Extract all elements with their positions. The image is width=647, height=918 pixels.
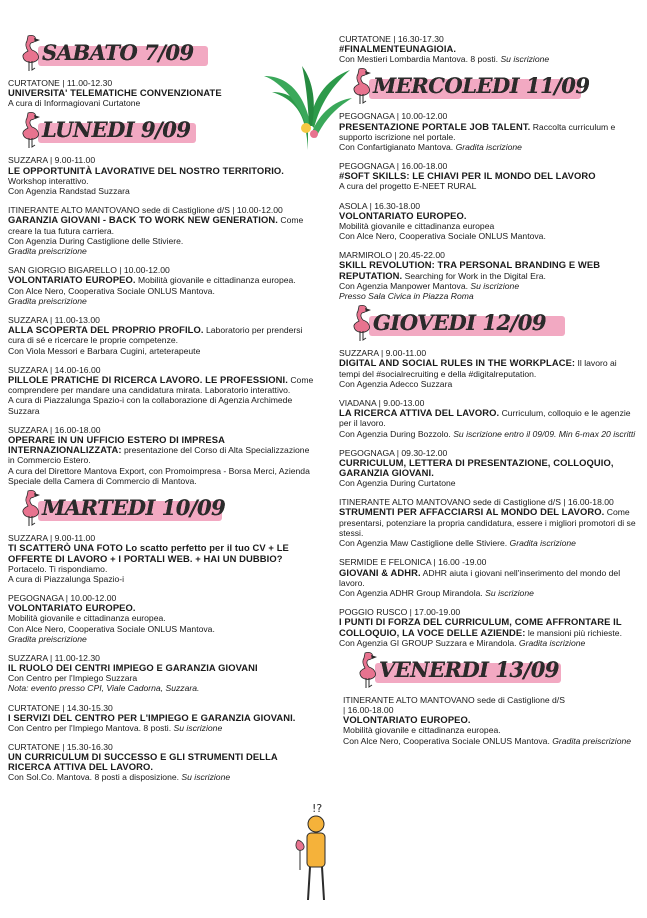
day-title: VENERDI 13/09 [379, 656, 559, 682]
event-item [339, 161, 639, 191]
event-note: Su iscrizione [470, 280, 520, 291]
event-title: LE OPPORTUNITÀ LAVORATIVE DEL NOSTRO TERRITORIO. [8, 164, 284, 176]
event-location-time: PEGOGNAGA | 16.00-18.00 [339, 161, 448, 172]
event-note: Su iscrizione entro il 09/09. Min 6-max 20 iscritti [453, 428, 636, 439]
event-location-time: MARMIROLO | 20.45-22.00 [339, 250, 445, 261]
event-location-time: SUZZARA | 16.00-18.00 [8, 424, 101, 435]
event-item [8, 265, 316, 306]
event-item [8, 533, 316, 584]
event-time: | 16.00-18.00 [343, 705, 394, 716]
event-location-time: ASOLA | 16.30-18.00 [339, 200, 421, 211]
event-item [339, 448, 639, 488]
event-title: STRUMENTI PER AFFACCIARSI AL MONDO DEL LAVORO. [339, 506, 605, 518]
event-title: UN CURRICULUM DI SUCCESSO E GLI STRUMENTI DELLA RICERCA ATTIVA DEL LAVORO. [8, 751, 278, 773]
event-note: Gradita preiscrizione [8, 633, 87, 644]
event-title: VOLONTARIATO EUROPEO. [339, 209, 467, 221]
event-location-time: POGGIO RUSCO | 17.00-19.00 [339, 607, 461, 618]
person-flamingo-illustration [292, 800, 342, 912]
event-location-time: VIADANA | 9.00-13.00 [339, 398, 425, 409]
event-organizer: Con Agenzia During Castiglione delle Stiviere. [8, 235, 184, 246]
event-organizer: Con Alce Nero, Cooperativa Sociale ONLUS Mantova. [343, 735, 550, 746]
event-note: Nota: evento presso CPI, Viale Cadorna, Suzzara. [8, 683, 200, 694]
event-location-time: SUZZARA | 9.00-11.00 [8, 155, 96, 166]
event-organizer: A cura di Piazzalunga Spazio-i [8, 573, 125, 584]
day-title: GIOVEDI 12/09 [373, 310, 546, 336]
event-organizer: A cura di Informagiovani Curtatone [8, 98, 141, 109]
day-title: SABATO 7/09 [42, 40, 194, 65]
event-location-time: PEGOGNAGA | 10.00-12.00 [339, 111, 448, 122]
event-organizer: Con Agenzia During Curtatone [339, 478, 456, 489]
event-item [8, 703, 316, 733]
event-organizer: Con Agenzia Randstad Suzzara [8, 186, 130, 197]
event-description: Mobilità giovanile e cittadinanza europea. [8, 613, 166, 624]
day-title: MERCOLEDI 11/09 [373, 73, 590, 99]
event-title: VOLONTARIATO EUROPEO. [8, 274, 136, 286]
event-note: Su iscrizione [173, 722, 223, 733]
event-organizer: Con Centro per l'Impiego Suzzara [8, 673, 138, 684]
right-column [339, 34, 639, 755]
event-item [339, 250, 639, 301]
event-item [8, 205, 316, 256]
event-location-time: ITINERANTE ALTO MANTOVANO sede di Castiglione d/S | 10.00-12.00 [8, 205, 283, 216]
event-organizer: Con Mestieri Lombardia Mantova. 8 posti. [339, 54, 499, 65]
event-description: presentazione del Corso di Alta Specializzazione in Commercio Estero. [8, 445, 310, 466]
flamingo-icon [14, 34, 44, 72]
event-title: GIOVANI & ADHR. [339, 566, 421, 578]
event-title: #SOFT SKILLS: LE CHIAVI PER IL MONDO DEL LAVORO [339, 170, 596, 182]
event-title: CURRICULUM, LETTERA DI PRESENTAZIONE, COLLOQUIO, GARANZIA GIOVANI. [339, 457, 614, 479]
event-title: OPERARE IN UN UFFICIO ESTERO DI IMPRESA INTERNAZIONALIZZATA: [8, 434, 225, 456]
event-note: Gradita iscrizione [518, 637, 586, 648]
event-organizer: Con Confartigianato Mantova. [339, 142, 454, 153]
event-item [339, 34, 639, 64]
event-item [8, 425, 316, 486]
event-organizer: Con Agenzia During Bozzolo. [339, 428, 451, 439]
event-description: Mobilità giovanile e cittadinanza europea [339, 220, 495, 231]
event-item [339, 607, 639, 648]
event-organizer: Con Agenzia Maw Castiglione delle Stiviere. [339, 538, 508, 549]
event-item [339, 497, 639, 548]
event-title: PILLOLE PRATICHE DI RICERCA LAVORO. LE PROFESSIONI. [8, 374, 288, 386]
event-title: LA RICERCA ATTIVA DEL LAVORO. [339, 407, 500, 419]
event-organizer: Con Agenzia GI GROUP Suzzara e Mirandola. [339, 637, 517, 648]
flamingo-icon [345, 304, 375, 342]
event-item [8, 155, 316, 196]
event-organizer: A cura di Piazzalunga Spazio-i con la collaborazione di Agenzia Archimede Suzzara [8, 395, 293, 416]
event-description: Mobilità giovanile e cittadinanza europea. [343, 725, 501, 736]
event-organizer: A cura del Direttore Mantova Export, con Promoimpresa - Borsa Merci, Azienda Speciale della Camera di Commercio di Mantova. [8, 465, 310, 486]
event-note: Gradita preiscrizione [8, 295, 87, 306]
event-location-time: CURTATONE | 11.00-12.30 [8, 78, 113, 88]
event-location-time: SUZZARA | 9.00-11.00 [339, 348, 427, 359]
event-organizer: Con Agenzia Manpower Mantova. [339, 280, 468, 291]
event-location-time: SUZZARA | 14.00-16.00 [8, 364, 101, 375]
event-title: IL RUOLO DEI CENTRI IMPIEGO E GARANZIA GIOVANI [8, 662, 258, 674]
event-organizer: Con Centro per l'Impiego Mantova. 8 posti. [8, 722, 172, 733]
flamingo-icon [14, 489, 44, 527]
event-title: ALLA SCOPERTA DEL PROPRIO PROFILO. [8, 324, 204, 336]
event-description: Searching for Work in the Digital Era. [402, 270, 546, 281]
event-venue-note: Presso Sala Civica in Piazza Roma [339, 291, 474, 302]
event-location-time: CURTATONE | 14.30-15.30 [8, 702, 113, 713]
event-note: Gradita preiscrizione [8, 246, 87, 257]
event-location-time: CURTATONE | 16.30-17.30 [339, 34, 444, 44]
event-description: Come presentarsi, potenziare la propria candidatura, essere i migliori promotori di se stessi. [339, 507, 636, 538]
day-header-martedi [8, 495, 316, 527]
event-note: Su iscrizione [500, 54, 550, 65]
event-item [343, 695, 639, 746]
event-location-time: SUZZARA | 9.00-11.00 [8, 533, 96, 544]
event-title: VOLONTARIATO EUROPEO. [343, 714, 471, 726]
event-item [339, 557, 639, 598]
event-item [339, 398, 639, 439]
event-title: UNIVERSITA' TELEMATICHE CONVENZIONATE [8, 87, 222, 99]
event-note: Gradita preiscrizione [552, 735, 632, 746]
flamingo-icon [345, 67, 375, 105]
event-organizer: Con Agenzia ADHR Group Mirandola. [339, 587, 483, 598]
event-location-time: ITINERANTE ALTO MANTOVANO sede di Castiglione d/S | 16.00-18.00 [339, 497, 614, 508]
event-description: Come comprendere per mandare una candidatura mirata. Laboratorio interattivo. [8, 375, 314, 396]
event-description: ADHR aiuta i giovani nell'inserimento del mondo del lavoro. [339, 567, 621, 588]
event-organizer: Con Alce Nero, Cooperativa Sociale ONLUS Mantova. [339, 231, 546, 242]
event-location-time: SUZZARA | 11.00-12.30 [8, 652, 100, 663]
day-title: LUNEDI 9/09 [42, 117, 191, 143]
event-item [8, 315, 316, 356]
event-description: Mobilità giovanile e cittadinanza europea. [135, 275, 296, 286]
event-location-time: PEGOGNAGA | 09.30-12.00 [339, 447, 448, 458]
event-description: Raccolta curriculum e supporto iscrizione nel portale. [339, 121, 616, 142]
event-item [8, 742, 316, 782]
event-location-time: ITINERANTE ALTO MANTOVANO sede di Castiglione d/S [343, 694, 565, 705]
event-organizer: Con Agenzia Adecco Suzzara [339, 378, 453, 389]
event-description: Il lavoro ai tempi del #socialrecruiting e della #digitalreputation. [339, 358, 617, 379]
event-item [8, 365, 316, 416]
event-location-time: PEGOGNAGA | 10.00-12.00 [8, 593, 117, 604]
event-title: PRESENTAZIONE PORTALE JOB TALENT. [339, 120, 531, 132]
event-location-time: SERMIDE E FELONICA | 16.00 -19.00 [339, 557, 487, 568]
event-item [339, 111, 639, 152]
flamingo-icon [351, 651, 381, 689]
event-organizer: A cura del progetto E-NEET RURAL [339, 181, 477, 192]
day-header-venerdi [345, 657, 639, 689]
event-title: #FINALMENTEUNAGIOIA. [339, 43, 457, 55]
event-title: TI SCATTERÒ UNA FOTO Lo scatto perfetto per il tuo CV + LE OFFERTE DI LAVORO + I PORTALI WEB. + HAI UN DUBBIO? [8, 542, 289, 564]
event-description: Come creare la tua futura carriera. [8, 215, 304, 236]
event-organizer: Con Viola Messori e Barbara Cugini, arteterapeute [8, 345, 201, 356]
event-title: I SERVIZI DEL CENTRO PER L'IMPIEGO E GARANZIA GIOVANI. [8, 711, 296, 723]
event-title: I PUNTI DI FORZA DEL CURRICULUM, COME AFFRONTARE IL COLLOQUIO, LA VOCE DELLE AZIENDE: [339, 616, 622, 638]
event-description: Portacelo. Ti rispondiamo. [8, 563, 108, 574]
event-description: Laboratorio per prendersi cura di sé e ricercare le proprie competenze. [8, 325, 303, 346]
event-organizer: Con Sol.Co. Mantova. 8 posti a disposizione. [8, 772, 180, 783]
event-title: DIGITAL AND SOCIAL RULES IN THE WORKPLACE: [339, 357, 576, 369]
event-item [339, 201, 639, 242]
day-title: MARTEDI 10/09 [42, 495, 226, 521]
event-title: VOLONTARIATO EUROPEO. [8, 602, 136, 614]
event-location-time: SUZZARA | 11.00-13.00 [8, 315, 100, 326]
day-header-giovedi [339, 310, 639, 342]
event-item [8, 593, 316, 644]
event-note: Su iscrizione [181, 772, 231, 783]
event-item [339, 348, 639, 389]
day-header-mercoledi [339, 73, 639, 105]
flamingo-icon [14, 111, 44, 149]
event-description: le mansioni più richieste. [525, 627, 622, 638]
event-note: Gradita iscrizione [509, 538, 576, 549]
event-organizer: Con Alce Nero, Cooperativa Sociale ONLUS Mantova. [8, 623, 215, 634]
event-description: Curriculum, colloquio e le agenzie per il lavoro. [339, 408, 631, 429]
event-item [8, 653, 316, 694]
event-location-time: CURTATONE | 15.30-16.30 [8, 741, 113, 752]
event-organizer: Con Alce Nero, Cooperativa Sociale ONLUS Mantova. [8, 285, 215, 296]
svg-text:!?: !? [312, 802, 323, 815]
event-title: SKILL REVOLUTION: TRA PERSONAL BRANDING E WEB REPUTATION. [339, 259, 601, 281]
event-title: GARANZIA GIOVANI - BACK TO WORK NEW GENERATION. [8, 214, 278, 226]
event-description: Workshop interattivo. [8, 175, 89, 186]
event-location-time: SAN GIORGIO BIGARELLO | 10.00-12.00 [8, 265, 170, 276]
event-note: Su iscrizione [485, 587, 534, 598]
event-note: Gradita iscrizione [455, 142, 522, 153]
